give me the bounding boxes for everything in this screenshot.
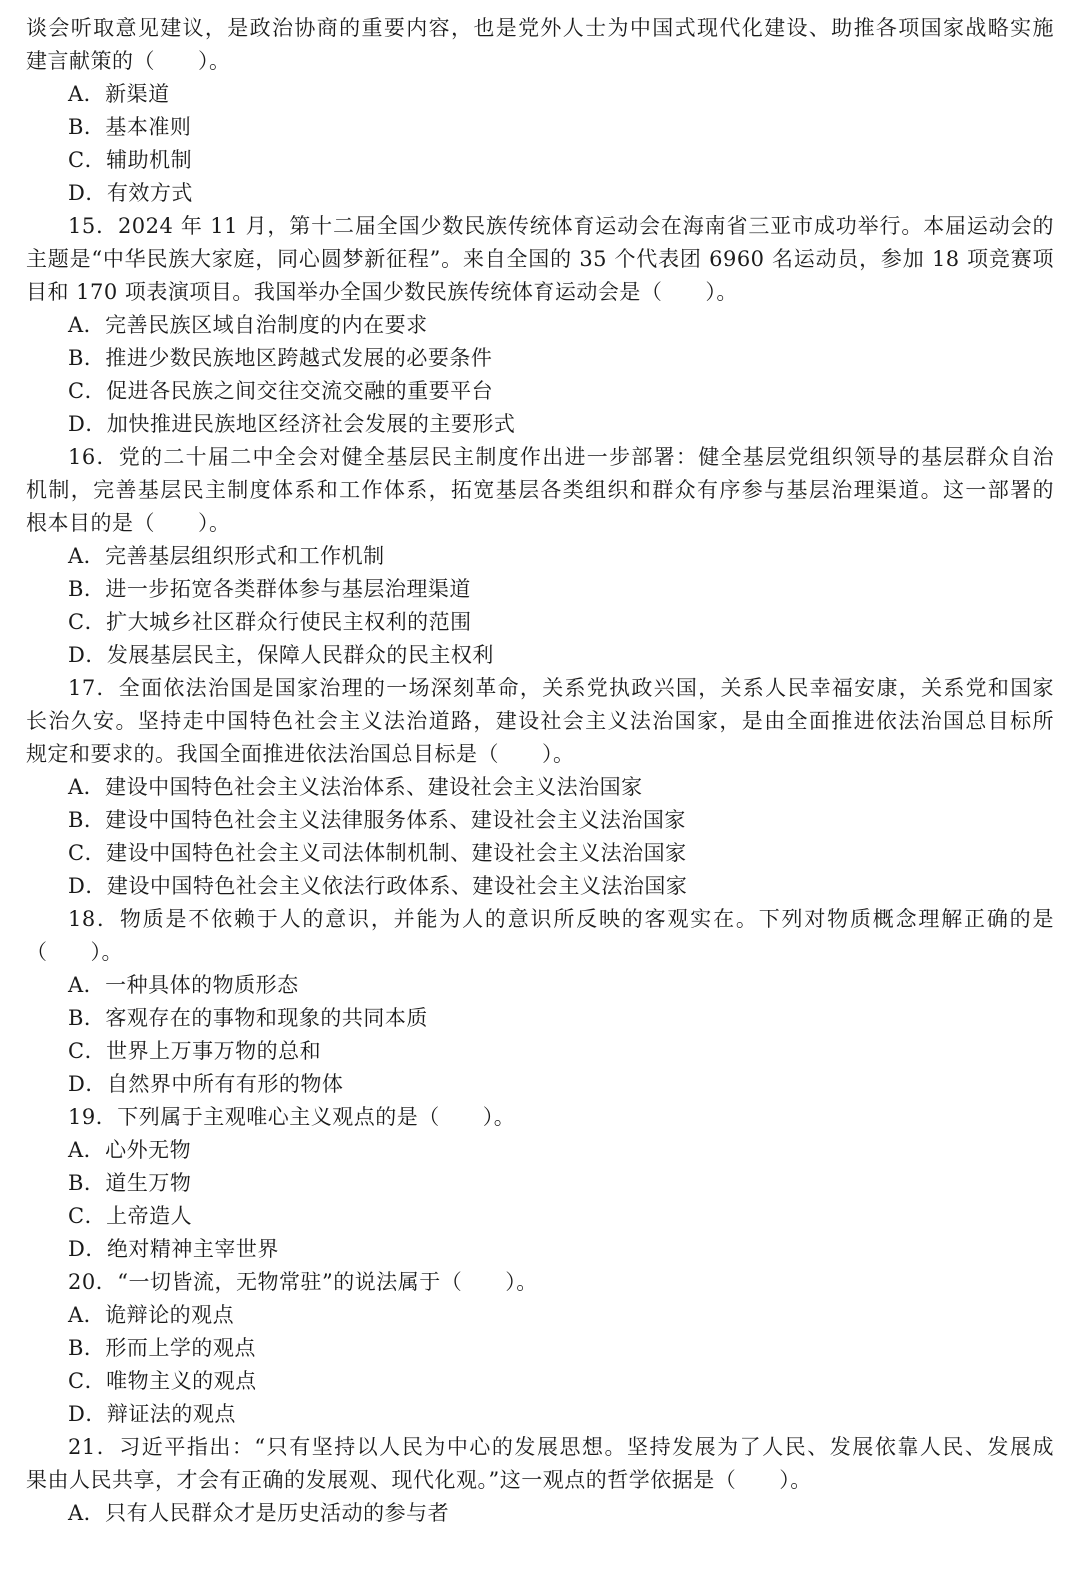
q18-option-c: C．世界上万事万物的总和	[68, 1039, 322, 1063]
q16-option-b: B．进一步拓宽各类群体参与基层治理渠道	[68, 577, 471, 601]
q14-option-d: D．有效方式	[68, 181, 193, 205]
q14-stem-line: 建言献策的（ ）。	[26, 49, 231, 73]
q19-stem-line: 19．下列属于主观唯心主义观点的是（ ）。	[68, 1105, 516, 1129]
q14-option-a: A．新渠道	[68, 82, 170, 106]
q20-option-d: D．辩证法的观点	[68, 1402, 236, 1426]
q17-stem-line: 规定和要求的。我国全面推进依法治国总目标是（ ）。	[26, 742, 575, 766]
q18-stem-line: （ ）。	[26, 940, 123, 964]
q15-stem-line: 目和 170 项表演项目。我国举办全国少数民族传统体育运动会是（ ）。	[26, 280, 738, 304]
q17-stem-line: 17．全面依法治国是国家治理的一场深刻革命，关系党执政兴国，关系人民幸福安康，关系党和国家	[68, 676, 1054, 700]
q20-stem-line: 20．“一切皆流，无物常驻”的说法属于（ ）。	[68, 1270, 538, 1294]
q19-option-c: C．上帝造人	[68, 1204, 193, 1228]
q18-option-d: D．自然界中所有有形的物体	[68, 1072, 344, 1096]
q19-option-a: A．心外无物	[68, 1138, 192, 1162]
q16-option-d: D．发展基层民主，保障人民群众的民主权利	[68, 643, 494, 667]
q16-stem-line: 根本目的是（ ）。	[26, 511, 231, 535]
q14-option-c: C．辅助机制	[68, 148, 193, 172]
q20-option-a: A．诡辩论的观点	[68, 1303, 235, 1327]
q17-option-c: C．建设中国特色社会主义司法体制机制、建设社会主义法治国家	[68, 841, 687, 865]
q21-stem-line: 21．习近平指出：“只有坚持以人民为中心的发展思想。坚持发展为了人民、发展依靠人民、发展成	[68, 1435, 1054, 1459]
q21-option-a: A．只有人民群众才是历史活动的参与者	[68, 1501, 450, 1525]
q16-stem-line: 16．党的二十届二中全会对健全基层民主制度作出进一步部署：健全基层党组织领导的基层群众自治	[68, 445, 1054, 469]
q19-option-d: D．绝对精神主宰世界	[68, 1237, 279, 1261]
q19-option-b: B．道生万物	[68, 1171, 192, 1195]
q15-stem-line: 主题是“中华民族大家庭，同心圆梦新征程”。来自全国的 35 个代表团 6960 名运动员，参加 18 项竞赛项	[26, 247, 1054, 271]
q18-stem-line: 18．物质是不依赖于人的意识，并能为人的意识所反映的客观实在。下列对物质概念理解正确的是	[68, 907, 1054, 931]
q20-option-b: B．形而上学的观点	[68, 1336, 256, 1360]
q20-option-c: C．唯物主义的观点	[68, 1369, 257, 1393]
q17-stem-line: 长治久安。坚持走中国特色社会主义法治道路，建设社会主义法治国家，是由全面推进依法治国总目标所	[26, 709, 1054, 733]
q16-stem-line: 机制，完善基层民主制度体系和工作体系，拓宽基层各类组织和群众有序参与基层治理渠道。这一部署的	[26, 478, 1054, 502]
q14-option-b: B．基本准则	[68, 115, 192, 139]
q16-option-a: A．完善基层组织形式和工作机制	[68, 544, 385, 568]
q16-option-c: C．扩大城乡社区群众行使民主权利的范围	[68, 610, 472, 634]
q17-option-b: B．建设中国特色社会主义法律服务体系、建设社会主义法治国家	[68, 808, 686, 832]
q17-option-d: D．建设中国特色社会主义依法行政体系、建设社会主义法治国家	[68, 874, 688, 898]
q18-option-a: A．一种具体的物质形态	[68, 973, 299, 997]
q15-option-d: D．加快推进民族地区经济社会发展的主要形式	[68, 412, 516, 436]
q15-option-c: C．促进各民族之间交往交流交融的重要平台	[68, 379, 494, 403]
q17-option-a: A．建设中国特色社会主义法治体系、建设社会主义法治国家	[68, 775, 643, 799]
q14-stem-line: 谈会听取意见建议，是政治协商的重要内容，也是党外人士为中国式现代化建设、助推各项国家战略实施	[26, 16, 1054, 40]
q15-option-a: A．完善民族区域自治制度的内在要求	[68, 313, 428, 337]
q18-option-b: B．客观存在的事物和现象的共同本质	[68, 1006, 428, 1030]
q21-stem-line: 果由人民共享，才会有正确的发展观、现代化观。”这一观点的哲学依据是（ ）。	[26, 1468, 812, 1492]
q15-stem-line: 15．2024 年 11 月，第十二届全国少数民族传统体育运动会在海南省三亚市成功举行。本届运动会的	[68, 214, 1054, 238]
q15-option-b: B．推进少数民族地区跨越式发展的必要条件	[68, 346, 493, 370]
